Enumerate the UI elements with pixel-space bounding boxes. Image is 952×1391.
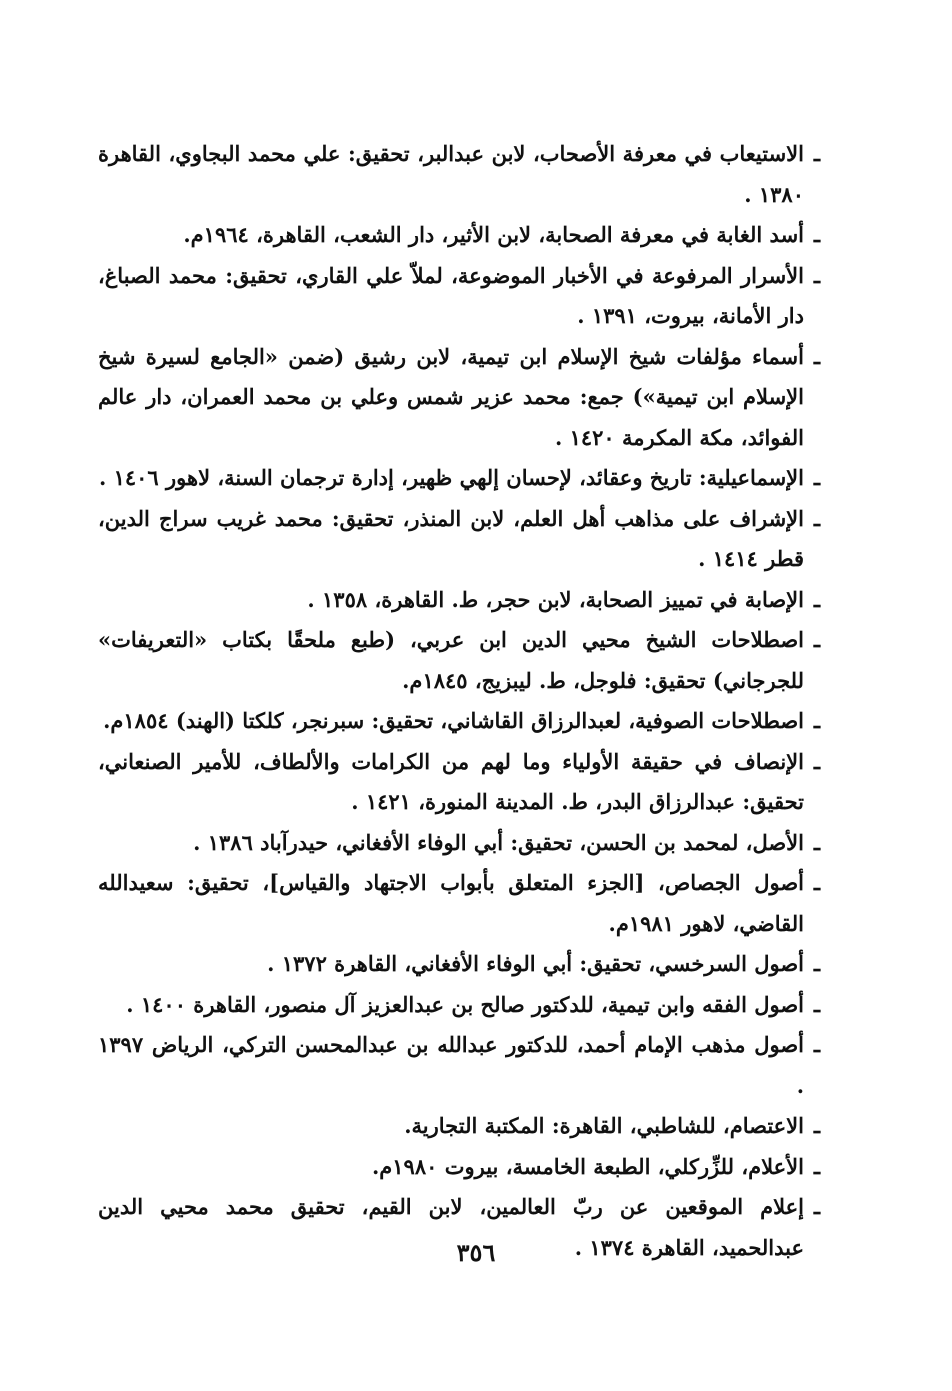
entry-dash: ـ: [813, 1113, 820, 1138]
bibliography-entry: [98, 580, 820, 621]
entry-dash: ـ: [813, 829, 820, 855]
entry-dash: ـ: [813, 1032, 820, 1057]
entry-dash: ـ: [813, 262, 820, 288]
entry-dash: ـ: [813, 991, 820, 1017]
bibliography-entry: [98, 256, 820, 337]
entry-text: أسد الغابة في معرفة الصحابة، لابن الأثير، دار الشعب، القاهرة، ١٩٦٤م.: [183, 222, 804, 247]
entry-dash: ـ: [813, 343, 820, 369]
entry-text: الاستيعاب في معرفة الأصحاب، لابن عبدالبر، تحقيق: علي محمد البجاوي، القاهرة ١٣٨٠ .: [98, 141, 804, 207]
entry-text: اصطلاحات الصوفية، لعبدالرزاق القاشاني، تحقيق: سبرنجر، كلكتا (الهند) ١٨٥٤م.: [103, 708, 804, 733]
entry-text: إعلام الموقعين عن ربّ العالمين، لابن القيم، تحقيق محمد محيي الدين عبدالحميد، القاهرة ١٣٧٤ .: [98, 1194, 804, 1260]
entry-dash: ـ: [813, 627, 820, 652]
entry-dash: ـ: [813, 748, 820, 774]
bibliography-entry: [98, 944, 820, 985]
entry-dash: ـ: [813, 708, 820, 733]
entry-text: اصطلاحات الشيخ محيي الدين ابن عربي، (طبع ملحقًا بكتاب «التعريفات» للجرجاني) تحقيق: فلوجل، ط. ليبزيج، ١٨٤٥م.: [98, 627, 804, 693]
entry-dash: ـ: [813, 951, 820, 976]
bibliography-list: [98, 134, 820, 1268]
entry-text: أصول السرخسي، تحقيق: أبي الوفاء الأفغاني، القاهرة ١٣٧٢ .: [267, 951, 804, 976]
entry-text: الأصل، لمحمد بن الحسن، تحقيق: أبي الوفاء الأفغاني، حيدرآباد ١٣٨٦ .: [193, 829, 804, 855]
bibliography-entry: [98, 620, 820, 701]
entry-text: الإسماعيلية: تاريخ وعقائد، لإحسان إلهي ظهير، إدارة ترجمان السنة، لاهور ١٤٠٦ .: [98, 465, 804, 490]
entry-text: الإصابة في تمييز الصحابة، لابن حجر، ط. القاهرة، ١٣٥٨ .: [307, 586, 804, 612]
entry-text: الإشراف على مذاهب أهل العلم، لابن المنذر، تحقيق: محمد غريب سراج الدين، قطر ١٤١٤ .: [98, 505, 804, 571]
bibliography-entry: [98, 337, 820, 459]
bibliography-entry: [98, 215, 820, 256]
entry-dash: ـ: [813, 141, 820, 166]
bibliography-entry: [98, 1106, 820, 1147]
bibliography-entry: [98, 134, 820, 215]
bibliography-entry: [98, 701, 820, 742]
bibliography-entry: [98, 1147, 820, 1188]
entry-dash: ـ: [813, 870, 820, 895]
bibliography-entry: [98, 863, 820, 944]
entry-dash: ـ: [813, 586, 820, 612]
entry-text: أصول الجصاص، [الجزء المتعلق بأبواب الاجتهاد والقياس]، تحقيق: سعيدالله القاضي، لاهور ١٩٨١م.: [98, 870, 804, 936]
entry-text: أسماء مؤلفات شيخ الإسلام ابن تيمية، لابن رشيق (ضمن «الجامع لسيرة شيخ الإسلام ابن تيمية») جمع: محمد عزير شمس وعلي بن محمد العمران، دار عالم الفوائد، مكة المكرمة ١٤٢٠ .: [98, 343, 804, 450]
entry-text: الأسرار المرفوعة في الأخبار الموضوعة، لملاّ علي القاري، تحقيق: محمد الصباغ، دار الأمانة، بيروت، ١٣٩١ .: [98, 262, 804, 328]
bibliography-entry: [98, 823, 820, 864]
entry-dash: ـ: [813, 1194, 820, 1219]
entry-dash: ـ: [813, 222, 820, 247]
entry-text: الإنصاف في حقيقة الأولياء وما لهم من الكرامات والألطاف، للأمير الصنعاني، تحقيق: عبدالرزاق البدر، ط. المدينة المنورة، ١٤٢١ .: [98, 748, 804, 814]
entry-text: الأعلام، للزِّركلي، الطبعة الخامسة، بيروت ١٩٨٠م.: [371, 1153, 804, 1179]
entry-text: الاعتصام، للشاطبي، القاهرة: المكتبة التجارية.: [404, 1113, 804, 1138]
entry-dash: ـ: [813, 465, 820, 490]
entry-text: أصول مذهب الإمام أحمد، للدكتور عبدالله بن عبدالمحسن التركي، الرياض ١٣٩٧ .: [98, 1032, 804, 1098]
entry-dash: ـ: [813, 1153, 820, 1179]
bibliography-entry: [98, 458, 820, 499]
bibliography-entry: [98, 985, 820, 1026]
bibliography-entry: [98, 742, 820, 823]
entry-dash: ـ: [813, 505, 820, 531]
page-number: ٣٥٦: [456, 1238, 496, 1267]
bibliography-entry: [98, 499, 820, 580]
entry-text: أصول الفقه وابن تيمية، للدكتور صالح بن عبدالعزيز آل منصور، القاهرة ١٤٠٠ .: [126, 991, 804, 1017]
bibliography-entry: [98, 1025, 820, 1106]
